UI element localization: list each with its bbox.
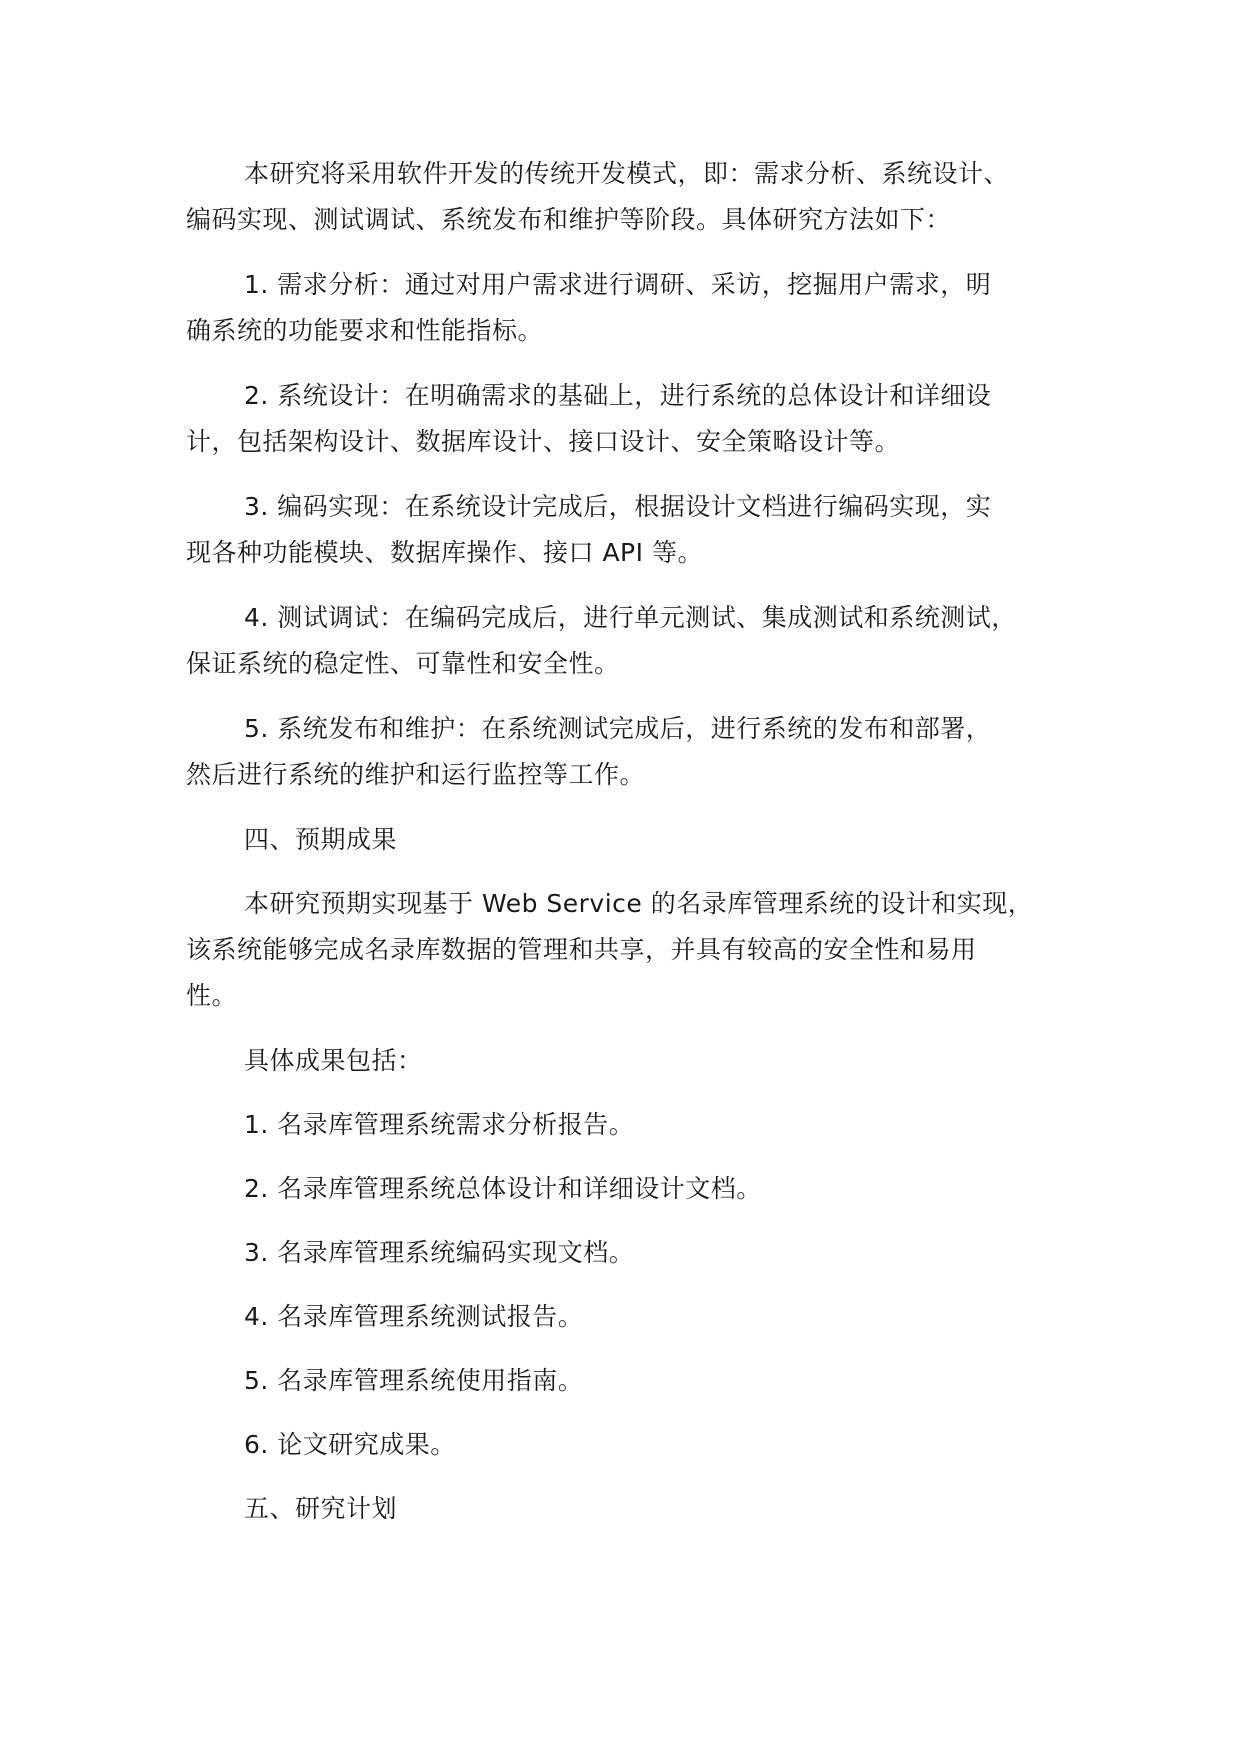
- paragraph-line: 现各种功能模块、数据库操作、接口 API 等。: [186, 538, 703, 567]
- result-item-2: [186, 1166, 1086, 1212]
- list-item: 6. 论文研究成果。: [244, 1430, 456, 1459]
- list-item: 2. 名录库管理系统总体设计和详细设计文档。: [244, 1174, 762, 1203]
- paragraph-line: 5. 系统发布和维护：在系统测试完成后，进行系统的发布和部署，: [244, 714, 992, 743]
- paragraph-line: 确系统的功能要求和性能指标。: [186, 316, 544, 345]
- method-item-requirements: [186, 262, 1086, 354]
- paragraph-line: 3. 编码实现：在系统设计完成后，根据设计文档进行编码实现，实: [244, 492, 992, 521]
- results-list-intro: [186, 1038, 1086, 1084]
- section-heading: 四、预期成果: [244, 825, 398, 854]
- list-item: 3. 名录库管理系统编码实现文档。: [244, 1238, 635, 1267]
- result-item-4: [186, 1294, 1086, 1340]
- section-heading: 五、研究计划: [244, 1494, 398, 1523]
- paragraph-line: 4. 测试调试：在编码完成后，进行单元测试、集成测试和系统测试，: [244, 603, 1017, 632]
- method-item-release: [186, 706, 1086, 798]
- paragraph-line: 然后进行系统的维护和运行监控等工作。: [186, 760, 646, 789]
- result-item-5: [186, 1358, 1086, 1404]
- paragraph-line: 编码实现、测试调试、系统发布和维护等阶段。具体研究方法如下：: [186, 205, 952, 234]
- method-intro-paragraph: [186, 151, 1086, 243]
- section-heading-expected-results: [186, 817, 1086, 863]
- list-item: 4. 名录库管理系统测试报告。: [244, 1302, 584, 1331]
- result-item-6: [186, 1422, 1086, 1468]
- method-item-design: [186, 373, 1086, 465]
- paragraph-line: 性。: [186, 981, 238, 1010]
- list-item: 5. 名录库管理系统使用指南。: [244, 1366, 584, 1395]
- list-item: 1. 名录库管理系统需求分析报告。: [244, 1110, 635, 1139]
- result-item-1: [186, 1102, 1086, 1148]
- method-item-testing: [186, 595, 1086, 687]
- method-item-coding: [186, 484, 1086, 576]
- section-heading-research-plan: [186, 1486, 1086, 1532]
- result-item-3: [186, 1230, 1086, 1276]
- paragraph-line: 计，包括架构设计、数据库设计、接口设计、安全策略设计等。: [186, 427, 901, 456]
- paragraph-line: 1. 需求分析：通过对用户需求进行调研、采访，挖掘用户需求，明: [244, 270, 992, 299]
- expected-results-paragraph: [186, 881, 1086, 1019]
- paragraph-line: 该系统能够完成名录库数据的管理和共享，并具有较高的安全性和易用: [186, 935, 977, 964]
- paragraph-line: 保证系统的稳定性、可靠性和安全性。: [186, 649, 620, 678]
- paragraph-line: 2. 系统设计：在明确需求的基础上，进行系统的总体设计和详细设: [244, 381, 992, 410]
- paragraph-line: 本研究预期实现基于 Web Service 的名录库管理系统的设计和实现，: [244, 889, 1034, 918]
- paragraph-line: 具体成果包括：: [244, 1046, 423, 1075]
- paragraph-line: 本研究将采用软件开发的传统开发模式，即：需求分析、系统设计、: [244, 159, 1010, 188]
